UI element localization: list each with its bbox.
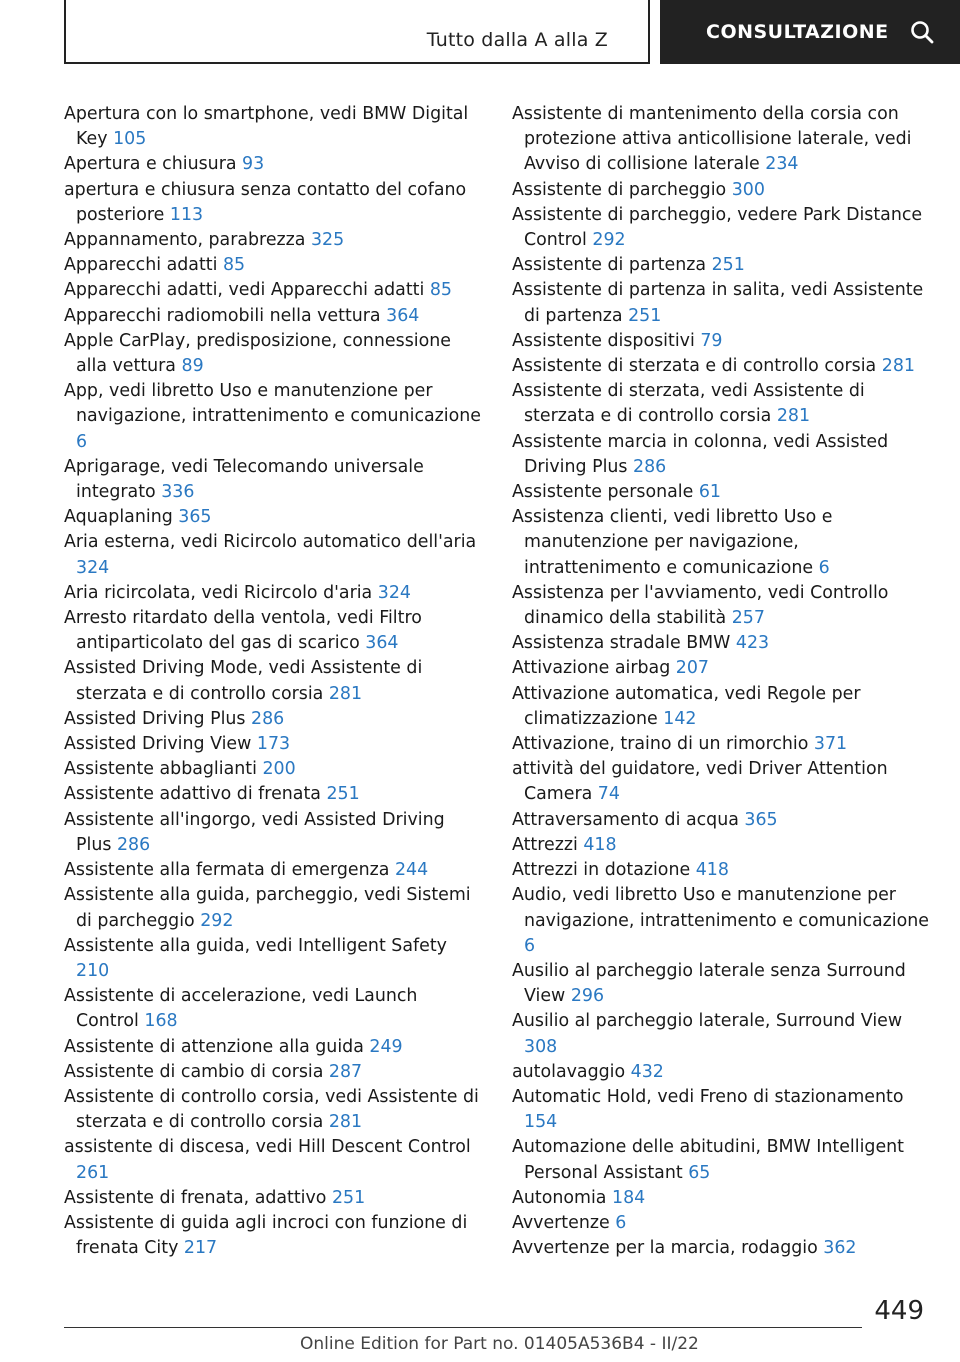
page-reference-link[interactable]: 365 [744,809,778,830]
page-reference-link[interactable]: 154 [524,1112,558,1133]
index-entry [512,102,937,178]
index-entry-text: Attivazione airbag [512,658,671,679]
page-reference-link[interactable]: 249 [369,1036,403,1057]
page-reference-link[interactable]: 251 [711,255,745,276]
index-entry [512,1060,937,1085]
page-reference-link[interactable]: 325 [310,230,345,251]
page-reference-link[interactable]: 251 [326,784,360,805]
page-reference-link[interactable]: 217 [183,1238,218,1259]
index-entry-text: Apertura con lo smartphone, vedi BMW Digital Key [64,104,469,150]
index-entry [64,707,484,732]
index-entry [64,1186,484,1211]
index-entry-text: autolavaggio [512,1061,626,1082]
page-reference-link[interactable]: 281 [776,406,811,427]
index-entry [512,178,937,203]
index-entry-text: Assistenza stradale BMW [512,633,731,654]
index-entry [64,732,484,757]
index-entry [64,606,484,656]
index-entry-text: Assistente adattivo di frenata [64,784,321,805]
index-entry-text: Assistente di partenza [512,255,707,276]
index-entry-text: Assistente di controllo corsia, vedi Assistente di sterzata e di controllo corsia [64,1086,479,1133]
page-reference-link[interactable]: 65 [688,1162,711,1183]
page-reference-link[interactable]: 336 [161,482,195,503]
page-reference-link[interactable]: 173 [256,734,291,755]
chapter-title: CONSULTAZIONE [706,21,889,43]
index-entry [64,530,484,580]
page-reference-link[interactable]: 210 [76,960,110,981]
page-reference-link[interactable]: 324 [76,557,110,578]
index-entry [64,858,484,883]
index-entry-text: assistente di discesa, vedi Hill Descent Control [64,1137,471,1158]
index-entry-text: Assistente di attenzione alla guida [64,1036,364,1057]
index-entry [64,102,484,152]
index-entry [512,253,937,278]
index-entry-text: Assistente dispositivi [512,330,695,351]
index-entry-text: Ausilio al parcheggio laterale senza Surround View [512,960,906,1007]
page-reference-link[interactable]: 251 [331,1187,366,1208]
page-reference-link[interactable]: 292 [592,230,626,251]
page-reference-link[interactable]: 281 [328,1112,363,1133]
index-entry-text: Apparecchi adatti, vedi Apparecchi adatti [64,280,425,301]
index-entry-text: Audio, vedi libretto Uso e manutenzione per navigazione, intrattenimento e comunicazione [512,885,929,931]
index-entry [512,379,937,429]
index-entry-text: Assistente di parcheggio [512,179,727,200]
index-entry-text: Apple CarPlay, predisposizione, connessione alla vettura [64,330,451,377]
index-entry-text: Assistente alla fermata di emergenza [64,860,390,881]
index-entry [512,732,937,757]
page-reference-link[interactable]: 168 [144,1011,178,1032]
index-entry [512,354,937,379]
index-entry [64,782,484,807]
index-entry [512,1135,937,1185]
page-reference-link[interactable]: 286 [116,834,151,855]
index-entry [512,581,937,631]
index-entry [64,1211,484,1261]
index-entry [64,304,484,329]
search-icon[interactable] [909,19,935,45]
index-entry [64,228,484,253]
index-entry [64,178,484,228]
index-entry-text: Assistente personale [512,482,694,503]
index-entry [512,883,937,959]
page-reference-link[interactable]: 85 [222,255,246,276]
index-entry [512,1186,937,1211]
page-reference-link[interactable]: 184 [612,1187,646,1208]
index-entry-text: Avvertenze [512,1212,610,1233]
index-entry [512,278,937,328]
index-entry [64,455,484,505]
index-entry [64,379,484,455]
index-entry [64,253,484,278]
page-reference-link[interactable]: 296 [570,986,605,1007]
page-reference-link[interactable]: 362 [823,1238,857,1259]
index-entry-text: Assistente marcia in colonna, vedi Assisted Driving Plus [512,431,889,477]
page-number: 449 [874,1296,924,1326]
index-entry-text: Attivazione, traino di un rimorchio [512,734,809,755]
page-reference-link[interactable]: 79 [700,330,723,351]
index-entry [512,858,937,883]
index-entry [64,808,484,858]
index-entry [512,757,937,807]
index-entry-text: Aquaplaning [64,507,173,528]
index-entry-text: apertura e chiusura senza contatto del cofano posteriore [64,179,467,225]
index-entry-text: Ausilio al parcheggio laterale, Surround View [512,1011,903,1032]
index-entry-text: Avvertenze per la marcia, rodaggio [512,1238,818,1259]
page-reference-link[interactable]: 74 [597,784,620,805]
index-column-left [64,102,484,1261]
page-reference-link[interactable]: 418 [583,834,617,855]
index-entry [512,505,937,581]
index-entry [64,1060,484,1085]
index-entry-text: Assistente alla guida, vedi Intelligent Safety [64,935,447,956]
index-entry-text: Attraversamento di acqua [512,809,739,830]
index-entry-text: Attrezzi [512,834,578,855]
index-entry-text: Assistente abbaglianti [64,759,257,780]
index-entry-text: Apertura e chiusura [64,154,237,175]
index-entry-text: Assistente di sterzata, vedi Assistente di sterzata e di controllo corsia [512,381,865,427]
index-entry [512,656,937,681]
page-reference-link[interactable]: 371 [813,734,848,755]
index-entry [64,656,484,706]
index-entry-text: App, vedi libretto Uso e manutenzione per navigazione, intrattenimento e comunicazione [64,381,481,427]
section-title: Tutto dalla A alla Z [426,29,608,51]
index-entry [64,152,484,177]
index-entry-text: Aria ricircolata, vedi Ricircolo d'aria [64,582,373,603]
index-entry [512,682,937,732]
page-reference-link[interactable]: 142 [663,708,697,729]
index-entry [64,1085,484,1135]
index-entry-text: Assistenza per l'avviamento, vedi Controllo dinamico della stabilità [512,582,889,629]
page-reference-link[interactable]: 423 [735,633,770,654]
index-entry-text: Assistente di frenata, adattivo [64,1187,327,1208]
page-reference-link[interactable]: 89 [181,356,204,377]
index-entry-text: Automazione delle abitudini, BMW Intelligent Personal Assistant [512,1137,905,1183]
index-entry [64,278,484,303]
page-reference-link[interactable]: 281 [881,356,915,377]
index-entry-text: Attivazione automatica, vedi Regole per climatizzazione [512,683,861,729]
index-entry-text: Assisted Driving Mode, vedi Assistente di sterzata e di controllo corsia [64,658,423,704]
page-reference-link[interactable]: 251 [628,305,662,326]
page-reference-link[interactable]: 200 [262,759,296,780]
page-reference-link[interactable]: 287 [328,1061,363,1082]
page-reference-link[interactable]: 113 [169,204,204,225]
index-entry [64,581,484,606]
index-entry [64,757,484,782]
page-reference-link[interactable]: 6 [524,935,536,956]
header-chapter-tab[interactable] [660,0,960,64]
footer-edition: Online Edition for Part no. 01405A536B4 - II/22 [300,1334,699,1354]
index-entry [512,1009,937,1059]
page-reference-link[interactable]: 281 [328,683,363,704]
page-reference-link[interactable]: 244 [394,860,429,881]
footer-divider [64,1327,862,1328]
index-entry-text: Assisted Driving Plus [64,708,246,729]
index-entry [64,1135,484,1185]
page-reference-link[interactable]: 6 [818,557,830,578]
index-entry [64,505,484,530]
index-entry-text: Arresto ritardato della ventola, vedi Filtro antiparticolato del gas di scarico [64,608,422,654]
index-entry-text: Assisted Driving View [64,734,252,755]
page-reference-link[interactable]: 85 [429,280,452,301]
page-reference-link[interactable]: 300 [731,179,765,200]
index-entry [64,329,484,379]
index-column-right [512,102,937,1261]
index-entry [64,984,484,1034]
index-entry [512,1211,937,1236]
index-entry [64,1035,484,1060]
page-reference-link[interactable]: 61 [698,482,721,503]
index-entry [512,329,937,354]
index-entry [512,808,937,833]
index-entry-text: Assistenza clienti, vedi libretto Uso e manutenzione per navigazione, intrattenimento e comunicazione [512,507,833,578]
index-entry-text: Apparecchi radiomobili nella vettura [64,305,381,326]
index-entry-text: Autonomia [512,1187,607,1208]
page-reference-link[interactable]: 257 [731,608,765,629]
page-reference-link[interactable]: 286 [251,708,285,729]
index-entry-text: Appannamento, parabrezza [64,230,306,251]
page-reference-link[interactable]: 308 [524,1036,558,1057]
index-entry-text: attività del guidatore, vedi Driver Attention Camera [512,759,888,805]
page-reference-link[interactable]: 207 [675,658,709,679]
index-entry-text: Assistente di accelerazione, vedi Launch Control [64,986,418,1032]
page-reference-link[interactable]: 324 [377,582,411,603]
index-entry [512,430,937,480]
index-entry [512,1085,937,1135]
page-reference-link[interactable]: 261 [76,1162,110,1183]
page-reference-link[interactable]: 105 [113,129,147,150]
header-left-box [64,0,650,64]
page-reference-link[interactable]: 365 [178,507,212,528]
index-entry-text: Aria esterna, vedi Ricircolo automatico dell'aria [64,532,477,553]
index-entry-text: Assistente di guida agli incroci con funzione di frenata City [64,1212,468,1259]
index-entry-text: Assistente di sterzata e di controllo corsia [512,356,877,377]
page-reference-link[interactable]: 418 [695,860,729,881]
page-reference-link[interactable]: 234 [765,154,799,175]
index-entry-text: Assistente alla guida, parcheggio, vedi Sistemi di parcheggio [64,885,471,931]
index-entry-text: Attrezzi in dotazione [512,860,691,881]
index-entry [512,203,937,253]
index-entry [512,959,937,1009]
index-entry-text: Assistente di cambio di corsia [64,1061,324,1082]
index-entry [512,631,937,656]
index-entry-text: Automatic Hold, vedi Freno di stazionamento [512,1086,904,1107]
index-entry-text: Aprigarage, vedi Telecomando universale integrato [64,456,424,503]
index-entry-text: Assistente di mantenimento della corsia con protezione attiva anticollisione laterale, vedi Avviso di collisione laterale [512,104,912,175]
page-reference-link[interactable]: 6 [76,431,88,452]
page-reference-link[interactable]: 93 [242,154,265,175]
page-reference-link[interactable]: 364 [386,305,420,326]
page-reference-link[interactable]: 432 [630,1061,664,1082]
page-reference-link[interactable]: 286 [633,456,667,477]
page-reference-link[interactable]: 292 [200,910,234,931]
index-entry-text: Assistente di partenza in salita, vedi Assistente di partenza [512,280,924,326]
index-entry [512,1236,937,1261]
index-entry-text: Assistente di parcheggio, vedere Park Distance Control [512,204,923,251]
index-entry-text: Assistente all'ingorgo, vedi Assisted Driving Plus [64,809,445,855]
index-entry [64,883,484,933]
index-entry-text: Apparecchi adatti [64,255,218,276]
page-reference-link[interactable]: 364 [365,633,399,654]
index-entry [512,480,937,505]
index-entry [64,934,484,984]
page-reference-link[interactable]: 6 [615,1212,627,1233]
index-entry [512,833,937,858]
